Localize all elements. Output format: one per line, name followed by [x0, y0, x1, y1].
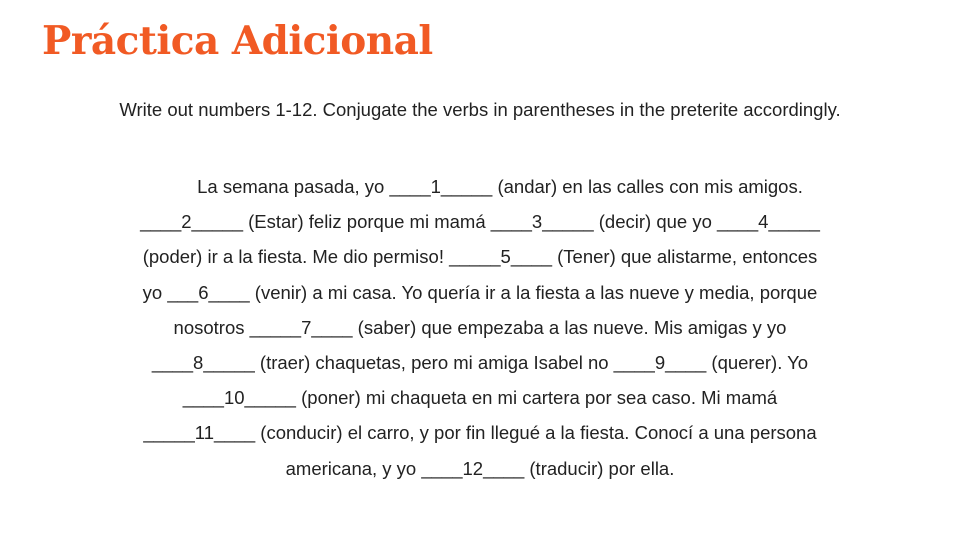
- exercise-line-6: ____8_____ (traer) chaquetas, pero mi amiga Isabel no ____9____ (querer). Yo: [151, 352, 809, 374]
- exercise-line-3: (poder) ir a la fiesta. Me dio permiso! _____5____ (Tener) que alistarme, entonces: [142, 246, 818, 268]
- exercise-line-8: _____11____ (conducir) el carro, y por fin llegué a la fiesta. Conocí a una persona: [143, 422, 817, 444]
- exercise-paragraph: [40, 169, 920, 486]
- exercise-line-2: ____2_____ (Estar) feliz porque mi mamá ____3_____ (decir) que yo ____4_____: [140, 211, 820, 233]
- instructions-text: Write out numbers 1-12. Conjugate the verbs in parentheses in the preterite accordingly.: [119, 99, 841, 120]
- exercise-line-4: yo ___6____ (venir) a mi casa. Yo quería ir a la fiesta a las nueve y media, porque: [142, 281, 818, 303]
- exercise-line-7: ____10_____ (poner) mi chaqueta en mi cartera por sea caso. Mi mamá: [182, 387, 778, 409]
- exercise-line-9: americana, y yo ____12____ (traducir) por ella.: [285, 457, 675, 479]
- exercise-line-5: nosotros _____7____ (saber) que empezaba a las nueve. Mis amigas y yo: [173, 316, 787, 338]
- slide-title: Práctica Adicional: [42, 18, 433, 64]
- exercise-line-1: La semana pasada, yo ____1_____ (andar) en las calles con mis amigos.: [197, 176, 803, 197]
